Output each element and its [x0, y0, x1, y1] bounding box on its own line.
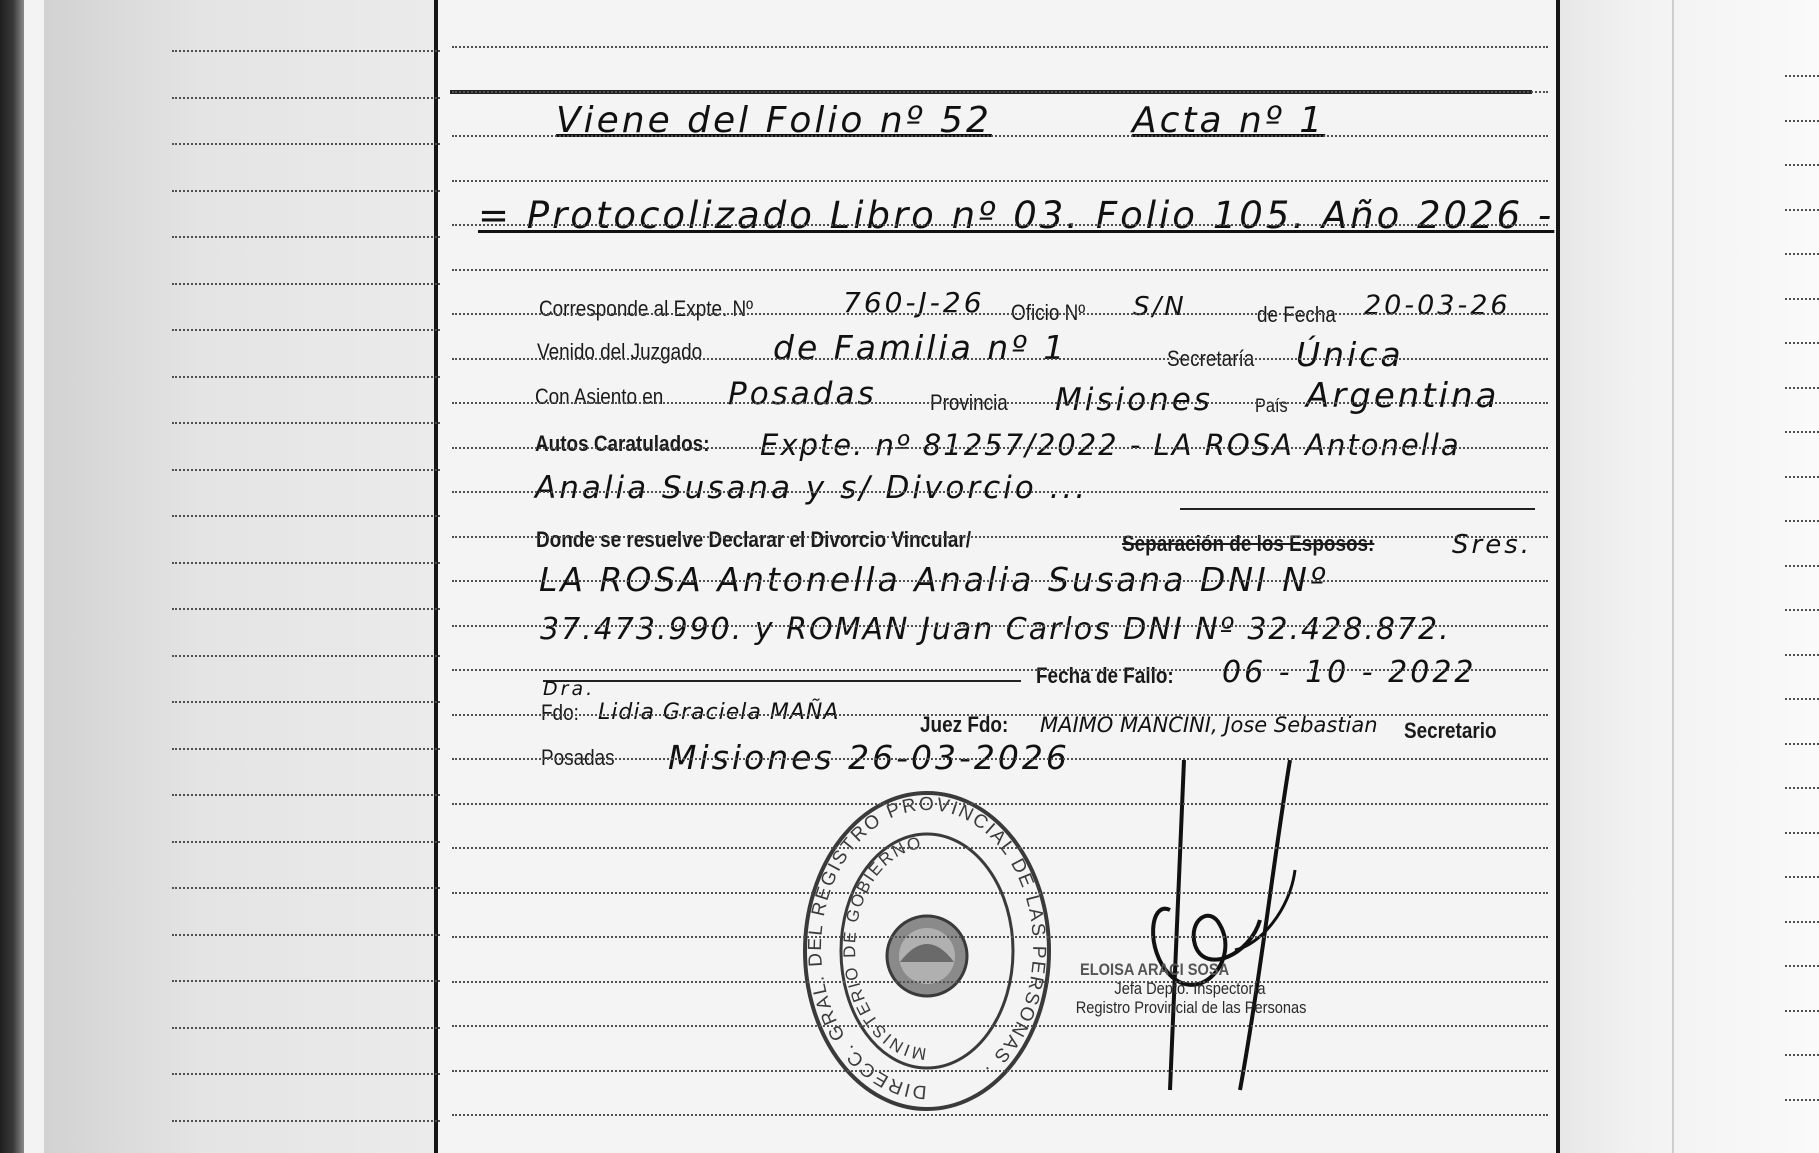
provincia-label: Provincia: [930, 390, 1008, 415]
page-ruled-line: [452, 536, 1548, 538]
left-ruled-line: [172, 515, 440, 517]
secretaria-value: Única: [1296, 335, 1404, 374]
page-ruled-line: [452, 714, 1548, 716]
page-ruled-line: [452, 46, 1548, 48]
stamp-name: ELOISA ARACI SOSA: [1080, 960, 1230, 979]
right-ruled-line: [1785, 164, 1819, 166]
right-ruled-line: [1785, 253, 1819, 255]
fallo-rule: [543, 680, 1021, 682]
left-ruled-line: [172, 283, 440, 285]
corresponde-label: Corresponde al Expte. Nº: [539, 296, 754, 321]
right-ruled-line: [1785, 876, 1819, 878]
right-ruled-line: [1785, 298, 1819, 300]
right-ruled-line: [1785, 209, 1819, 211]
left-ruled-line: [172, 701, 440, 703]
viene-del-folio: Viene del Folio nº 52: [556, 100, 992, 141]
left-ruled-line: [172, 562, 440, 564]
left-ruled-line: [172, 1027, 440, 1029]
donde-text: Donde se resuelve Declarar el Divorcio Vincular/: [536, 527, 972, 552]
page-ruled-line: [452, 847, 1548, 849]
page-ruled-line: [452, 936, 1548, 938]
page-ruled-line: [452, 91, 1548, 93]
left-ruled-line: [172, 422, 440, 424]
page-ruled-line: [452, 180, 1548, 182]
stamp-caption: [1075, 960, 1307, 1017]
venido-label: Venido del Juzgado: [537, 339, 703, 364]
right-ruled-line: [1785, 431, 1819, 433]
left-ruled-line: [172, 329, 440, 331]
protocolizado-line: = Protocolizado Libro nº 03. Folio 105. Año 2026 -: [478, 194, 1555, 237]
page-ruled-line: [452, 224, 1548, 226]
stamp-office: Registro Provincial de las Personas: [1075, 998, 1307, 1017]
page-ruled-line: [452, 358, 1548, 360]
juez-label: Juez Fdo:: [920, 712, 1009, 737]
juzgado-value: de Familia nº 1: [773, 328, 1068, 367]
fallo-label: Fecha de Fallo:: [1036, 663, 1174, 688]
asiento-label: Con Asiento en: [535, 384, 664, 409]
official-seal-stamp: [796, 786, 1058, 1116]
posadas-label: Posadas: [541, 745, 615, 770]
right-ruled-line: [1785, 787, 1819, 789]
svg-text:DIRECC. GRAL. DEL REGISTRO PRO: DIRECC. GRAL. DEL REGISTRO PROVINCIAL DE LAS PERSONAS ·: [804, 793, 1050, 1103]
right-ruled-line: [1785, 75, 1819, 77]
page-ruled-line: [452, 758, 1548, 760]
page-ruled-line: [452, 1070, 1548, 1072]
left-ruled-line: [172, 655, 440, 657]
page-ruled-line: [452, 402, 1548, 404]
fecha-label: de Fecha: [1257, 302, 1336, 327]
left-ruled-line: [172, 980, 440, 982]
right-fold-line: [1672, 0, 1674, 1153]
page-ruled-line: [452, 892, 1548, 894]
pais-value: Argentina: [1306, 376, 1500, 416]
handwritten-signature: [1140, 760, 1360, 1100]
page-ruled-line: [452, 981, 1548, 983]
stamp-title: Jefa Depto. Inspectoría: [1114, 979, 1266, 998]
secretario-label: Secretario: [1404, 718, 1497, 743]
left-ruled-line: [172, 236, 440, 238]
fdo-label: Fdo:: [541, 700, 579, 725]
oficio-label: Oficio Nº: [1011, 300, 1086, 325]
left-ruled-line: [172, 887, 440, 889]
right-ruled-line: [1785, 120, 1819, 122]
left-ruled-line: [172, 748, 440, 750]
page-ruled-line: [452, 625, 1548, 627]
acta-number: Acta nº 1: [1132, 100, 1326, 141]
dra-text: Dra.: [543, 678, 596, 700]
pais-label: País: [1255, 396, 1288, 417]
fallo-value: 06 - 10 - 2022: [1222, 655, 1477, 690]
autos-end-rule: [1180, 508, 1535, 510]
secretaria-label: Secretaría: [1167, 346, 1255, 371]
right-ruled-line: [1785, 609, 1819, 611]
left-ruled-line: [172, 469, 440, 471]
autos-label: Autos Caratulados:: [535, 431, 710, 456]
page-ruled-line: [452, 447, 1548, 449]
esposos-prefix: Sres.: [1452, 530, 1532, 560]
left-ruled-line: [172, 841, 440, 843]
autos-line2: Analia Susana y s/ Divorcio ...: [535, 470, 1089, 506]
right-ruled-line: [1785, 921, 1819, 923]
right-ruled-line: [1785, 565, 1819, 567]
page-ruled-line: [452, 269, 1548, 271]
page-ruled-line: [452, 135, 1548, 137]
right-ruled-line: [1785, 476, 1819, 478]
provincia-value: Misiones: [1055, 382, 1213, 418]
right-ruled-line: [1785, 832, 1819, 834]
left-ruled-line: [172, 934, 440, 936]
right-ruled-line: [1785, 743, 1819, 745]
page-ruled-line: [452, 1025, 1548, 1027]
asiento-value: Posadas: [728, 376, 877, 412]
right-ruled-line: [1785, 1010, 1819, 1012]
esposos-line2: 37.473.990. y ROMAN Juan Carlos DNI Nº 32.428.872.: [540, 612, 1451, 647]
left-ruled-line: [172, 608, 440, 610]
left-ruled-line: [172, 794, 440, 796]
page-ruled-line: [452, 669, 1548, 671]
left-ruled-line: [172, 50, 440, 52]
autos-line1: Expte. nº 81257/2022 - LA ROSA Antonella: [760, 428, 1461, 462]
page-ruled-line: [452, 491, 1548, 493]
left-ruled-line: [172, 1073, 440, 1075]
posadas-value: Misiones 26-03-2026: [668, 738, 1070, 777]
left-ruled-line: [172, 190, 440, 192]
secretario-value: MAIMO MANCINI, Jose Sebastian: [1040, 713, 1378, 737]
esposos-line1: LA ROSA Antonella Analia Susana DNI Nº: [539, 560, 1329, 599]
right-ruled-line: [1785, 654, 1819, 656]
right-margin-area: [1560, 0, 1819, 1153]
right-ruled-line: [1785, 520, 1819, 522]
svg-text:MINISTERIO DE GOBIERNO: MINISTERIO DE GOBIERNO: [839, 832, 928, 1064]
right-ruled-line: [1785, 965, 1819, 967]
right-ruled-line: [1785, 342, 1819, 344]
expte-value: 760-J-26: [843, 286, 985, 319]
page-ruled-line: [452, 580, 1548, 582]
right-ruled-line: [1785, 387, 1819, 389]
right-ruled-line: [1785, 698, 1819, 700]
oficio-value: S/N: [1133, 292, 1187, 322]
fecha-value: 20-03-26: [1364, 290, 1511, 321]
left-ruled-line: [172, 1120, 440, 1122]
right-ruled-line: [1785, 1054, 1819, 1056]
left-ruled-line: [172, 376, 440, 378]
page-ruled-line: [452, 1114, 1548, 1116]
juez-value: Lidia Graciela MAÑA: [598, 700, 840, 725]
page-ruled-line: [452, 313, 1548, 315]
binding-shadow: [0, 0, 24, 1153]
separacion-text: Separación de los Esposos:: [1122, 531, 1375, 556]
page-ruled-line: [452, 803, 1548, 805]
left-ruled-line: [172, 97, 440, 99]
left-ruled-line: [172, 143, 440, 145]
right-ruled-line: [1785, 1099, 1819, 1101]
left-margin-edge: [24, 0, 44, 1153]
